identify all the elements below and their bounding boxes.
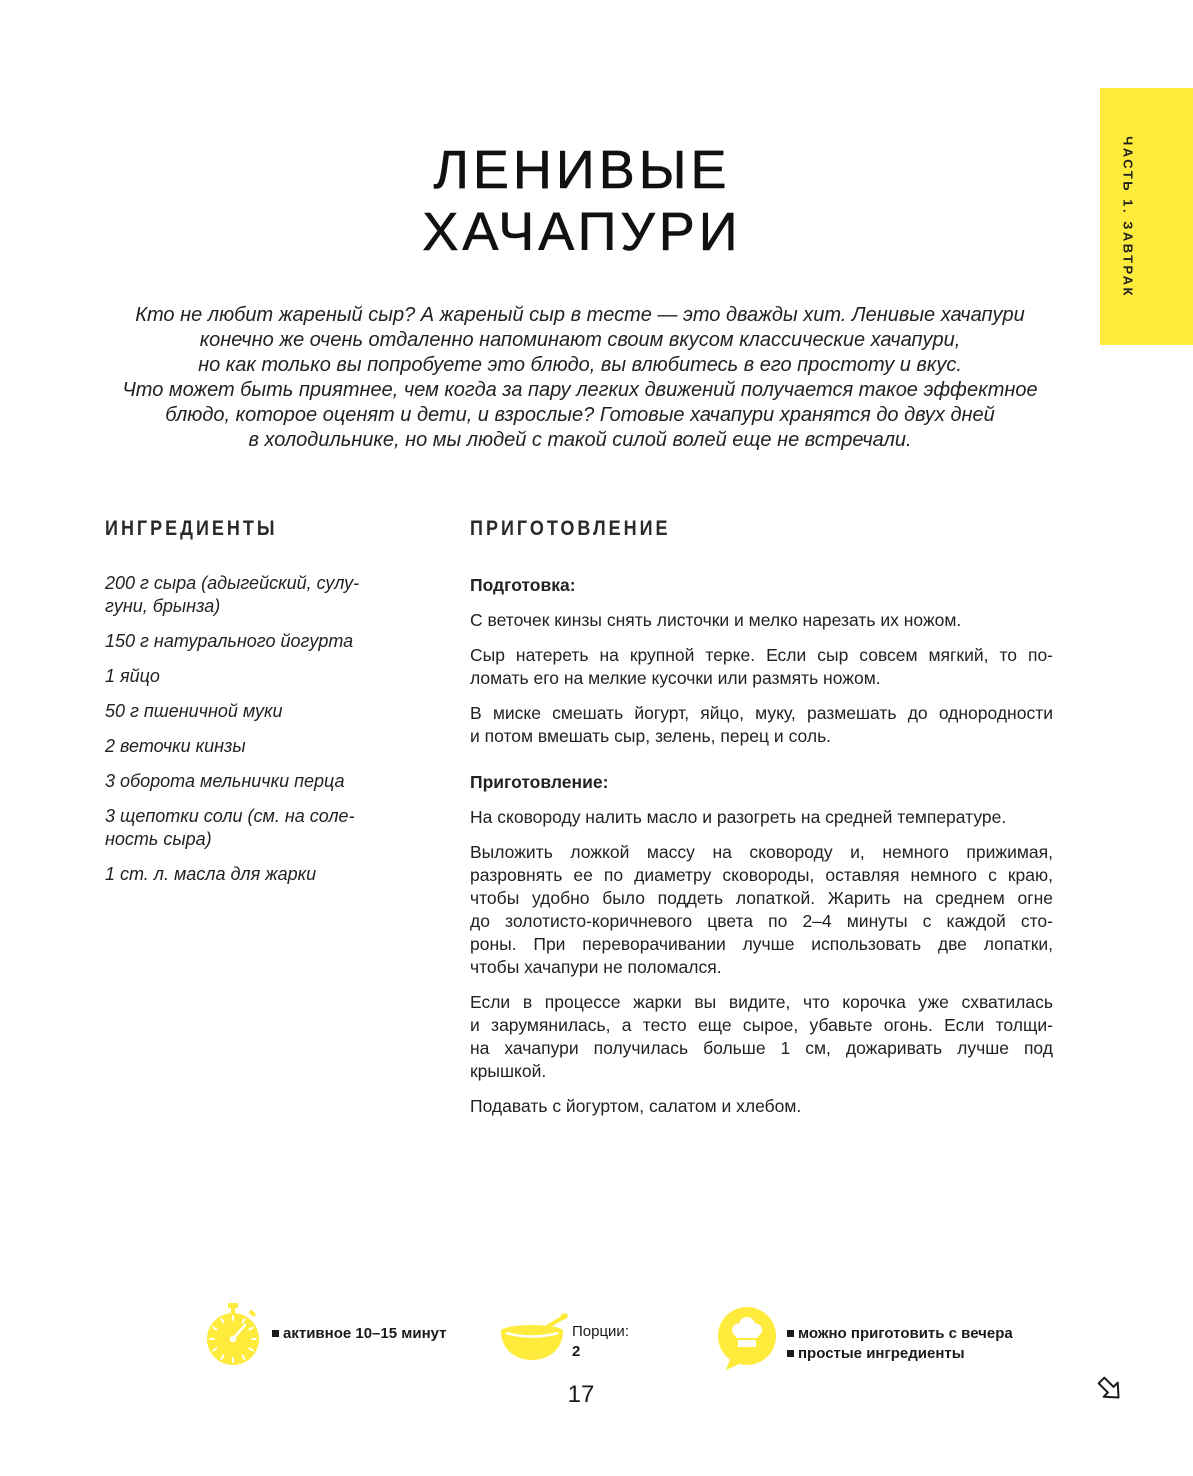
intro-line: блюдо, которое оценят и дети, и взрослые? Готовые хачапури хранятся до двух дней	[165, 404, 995, 426]
page-number: 17	[567, 1381, 595, 1408]
step-line: Если в процессе жарки вы видите, что корочка уже схватилась	[470, 992, 1053, 1012]
servings-value: 2	[572, 1343, 581, 1360]
step-line: ломать его на мелкие кусочки или размять ножом.	[470, 668, 881, 688]
ingredients-list	[105, 572, 425, 886]
ingredient-item	[105, 572, 425, 618]
bullet-square-icon	[272, 1330, 279, 1337]
ingredient-item	[105, 863, 425, 886]
step-paragraph	[470, 991, 1053, 1083]
step-line: и зарумянилась, а тесто еще сырое, убавьте огонь. Если толщи-	[470, 1015, 1053, 1035]
chef-hat-bubble-icon	[714, 1304, 780, 1372]
intro-line: конечно же очень отдаленно напоминают своим вкусом классические хачапури,	[199, 329, 961, 351]
step-line: крышкой.	[470, 1061, 547, 1081]
intro-line: Что может быть приятнее, чем когда за пару легких движений получается такое эффектное	[122, 379, 1038, 401]
step-paragraph	[470, 806, 1053, 829]
step-paragraph	[470, 644, 1053, 690]
step-line: разровнять ее по диаметру сковороды, оставляя немного с краю,	[470, 865, 1053, 885]
intro-line: в холодильнике, но мы людей с такой силой волей еще не встречали.	[248, 429, 912, 451]
ingredient-line: 2 веточки кинзы	[105, 736, 246, 756]
ingredient-line: 150 г натурального йогурта	[105, 631, 354, 651]
step-line: С веточек кинзы снять листочки и мелко нарезать их ножом.	[470, 610, 962, 630]
section-title: Приготовление:	[470, 772, 609, 792]
bullet-square-icon	[787, 1350, 794, 1357]
intro-line: Кто не любит жареный сыр? А жареный сыр в тесте — это дважды хит. Ленивые хачапури	[135, 304, 1025, 326]
step-line: на хачапури получилась больше 1 см, дожаривать лучше под	[470, 1038, 1053, 1058]
ingredient-line: 1 яйцо	[105, 666, 160, 686]
note-item	[787, 1324, 1013, 1344]
ingredient-line: ность сыра)	[105, 829, 212, 849]
active-time-label: активное 10–15 минут	[283, 1325, 447, 1342]
chapter-tab-label: ЧАСТЬ 1. ЗАВТРАК	[1120, 135, 1136, 298]
step-line: чтобы хачапури не поломался.	[470, 957, 722, 977]
step-line: В миске смешать йогурт, яйцо, муку, размешать до однородности	[470, 703, 1053, 723]
ingredients-heading: ИНГРЕДИЕНТЫ	[105, 516, 278, 540]
ingredient-item	[105, 770, 425, 793]
step-line: Выложить ложкой массу на сковороду и, немного прижимая,	[470, 842, 1053, 862]
note-text: простые ингредиенты	[798, 1345, 965, 1362]
recipe-title	[100, 139, 1060, 263]
notes-list	[787, 1324, 1013, 1364]
step-paragraph	[470, 1095, 1053, 1118]
intro-line: но как только вы попробуете это блюдо, вы влюбитесь в его простоту и вкус.	[198, 354, 962, 376]
servings-label: Порции:	[572, 1323, 629, 1340]
step-line: роны. При переворачивании лучше использовать две лопатки,	[470, 934, 1053, 954]
ingredient-line: 50 г пшеничной муки	[105, 701, 283, 721]
arrow-icon	[1094, 1373, 1126, 1405]
intro-paragraph	[100, 303, 1060, 453]
note-item	[787, 1344, 1013, 1364]
ingredient-item	[105, 665, 425, 688]
note-text: можно приготовить с вечера	[798, 1325, 1013, 1342]
bowl-icon	[498, 1312, 570, 1364]
ingredient-line: гуни, брынза)	[105, 596, 221, 616]
ingredient-line: 200 г сыра (адыгейский, сулу-	[105, 573, 360, 593]
step-paragraph	[470, 702, 1053, 748]
title-line: ЛЕНИВЫЕ	[433, 140, 731, 200]
title-line: ХАЧАПУРИ	[422, 202, 742, 262]
ingredient-item	[105, 700, 425, 723]
ingredient-line: 1 ст. л. масла для жарки	[105, 864, 317, 884]
stopwatch-icon	[203, 1300, 265, 1370]
step-line: до золотисто-коричневого цвета по 2–4 минуты с каждой сто-	[470, 911, 1053, 931]
step-line: Сыр натереть на крупной терке. Если сыр совсем мягкий, то по-	[470, 645, 1053, 665]
section-title: Подготовка:	[470, 575, 576, 595]
step-paragraph	[470, 841, 1053, 979]
ingredient-line: 3 щепотки соли (см. на соле-	[105, 806, 355, 826]
preparation-heading: ПРИГОТОВЛЕНИЕ	[470, 516, 671, 540]
preparation-steps	[470, 574, 1053, 1118]
active-time	[272, 1324, 447, 1344]
preparation-section	[470, 771, 1053, 1118]
step-line: и потом вмешать сыр, зелень, перец и соль.	[470, 726, 832, 746]
preparation-section	[470, 574, 1053, 748]
ingredient-item	[105, 735, 425, 758]
ingredient-item	[105, 805, 425, 851]
step-line: Подавать с йогуртом, салатом и хлебом.	[470, 1096, 802, 1116]
step-line: чтобы удобно было поддеть лопаткой. Жарить на среднем огне	[470, 888, 1053, 908]
ingredient-item	[105, 630, 425, 653]
chapter-tab	[1100, 88, 1193, 345]
step-paragraph	[470, 609, 1053, 632]
bullet-square-icon	[787, 1330, 794, 1337]
step-line: На сковороду налить масло и разогреть на средней температуре.	[470, 807, 1007, 827]
ingredient-line: 3 оборота мельнички перца	[105, 771, 345, 791]
